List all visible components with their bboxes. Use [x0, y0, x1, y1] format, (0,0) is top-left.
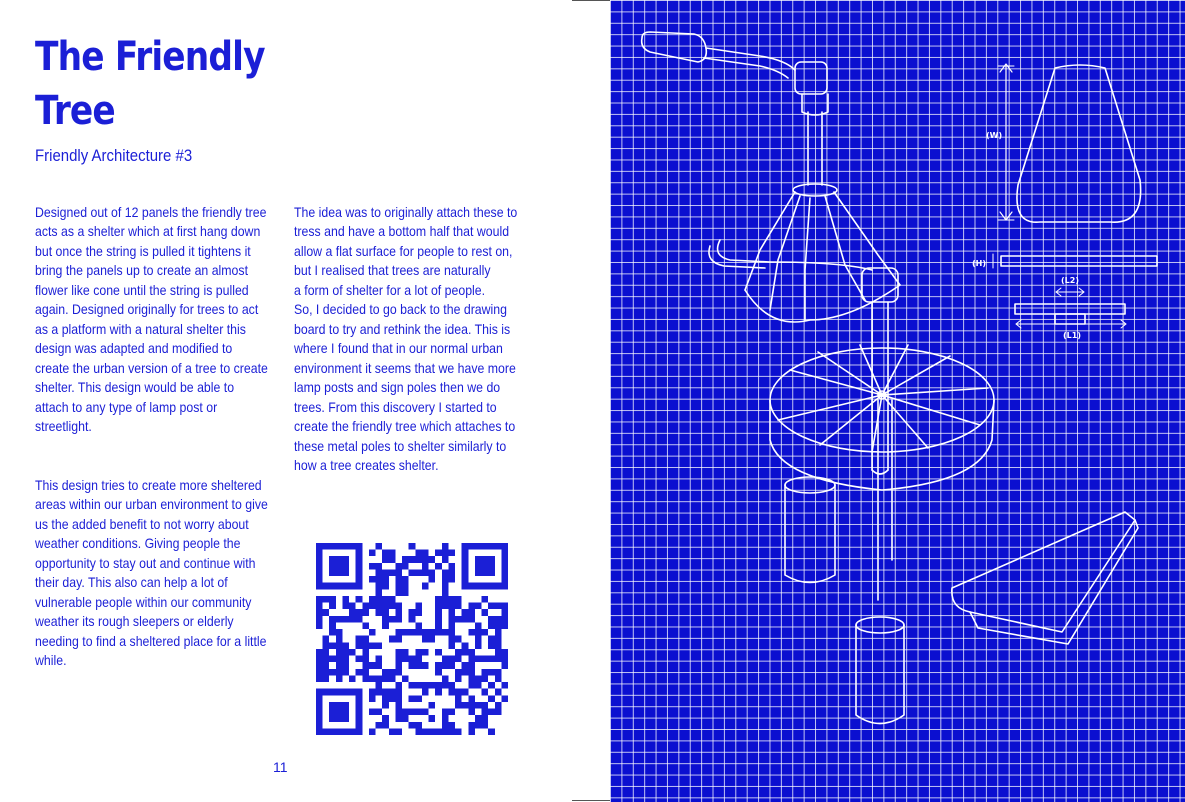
dimension-label-w: (W)	[986, 131, 1003, 140]
blueprint-illustration	[610, 0, 1185, 802]
open-shelter-drawing	[770, 345, 994, 600]
title-line-1: The Friendly	[35, 34, 265, 80]
dimension-label-l1: (L1)	[1063, 331, 1081, 340]
column1-paragraph-1: Designed out of 12 panels the friendly tree acts as a shelter which at first hang down but once the string is pulled it tightens it bring the panels up to create an almost flower like cone until the string is pulled again. Designed originally for trees to act as a platform with a natural shelter this design was adapted and modified to create the urban version of a tree to create shelter. This design would be able to attach to any type of lamp post or streetlight.	[35, 203, 268, 434]
text-column-1	[35, 183, 268, 710]
panel-front-view	[998, 64, 1141, 222]
column2-paragraph-1: The idea was to originally attach these to tress and have a bottom half that would allow a flat surface for people to rest on, but I realised that trees are naturally a form of shelter for a lot of people. So, I decided to go back to the drawing board to try and rethink the idea. This is where I found that in our normal urban environment it seems that we have more lamp posts and sign poles then we do trees. From this discovery I started to create the friendly tree which attaches to these metal poles to shelter similarly to how a tree creates shelter.	[294, 203, 518, 473]
page-gutter	[572, 0, 610, 802]
panel-top-view	[1015, 288, 1126, 328]
page-title	[35, 30, 293, 138]
blueprint-drawing	[610, 0, 1185, 802]
gutter-divider-bottom	[572, 800, 610, 801]
dimension-label-h: (H)	[972, 259, 987, 268]
qr-code[interactable]	[316, 543, 508, 735]
title-line-2: Tree	[35, 88, 115, 134]
page-number: 11	[273, 759, 288, 775]
folded-shelter-drawing	[709, 184, 900, 474]
column1-paragraph-2: This design tries to create more sheltered areas within our urban environment to give us the added benefit to not worry about weather conditions. Giving people the opportunity to stay out and continue with their day. This also can help a lot of vulnerable people within our community weather its rough sleepers or elderly needing to find a sheltered place for a little while.	[35, 476, 268, 668]
panel-wedge-drawing	[952, 512, 1138, 644]
panel-side-view	[993, 254, 1157, 268]
dimension-label-l2: (L2)	[1061, 276, 1079, 285]
gutter-divider-top	[572, 0, 610, 1]
top-clamp-drawing	[642, 32, 828, 185]
text-column-2	[294, 183, 523, 515]
page-subtitle: Friendly Architecture #3	[35, 146, 193, 165]
pole-cylinders-drawing	[785, 477, 904, 724]
